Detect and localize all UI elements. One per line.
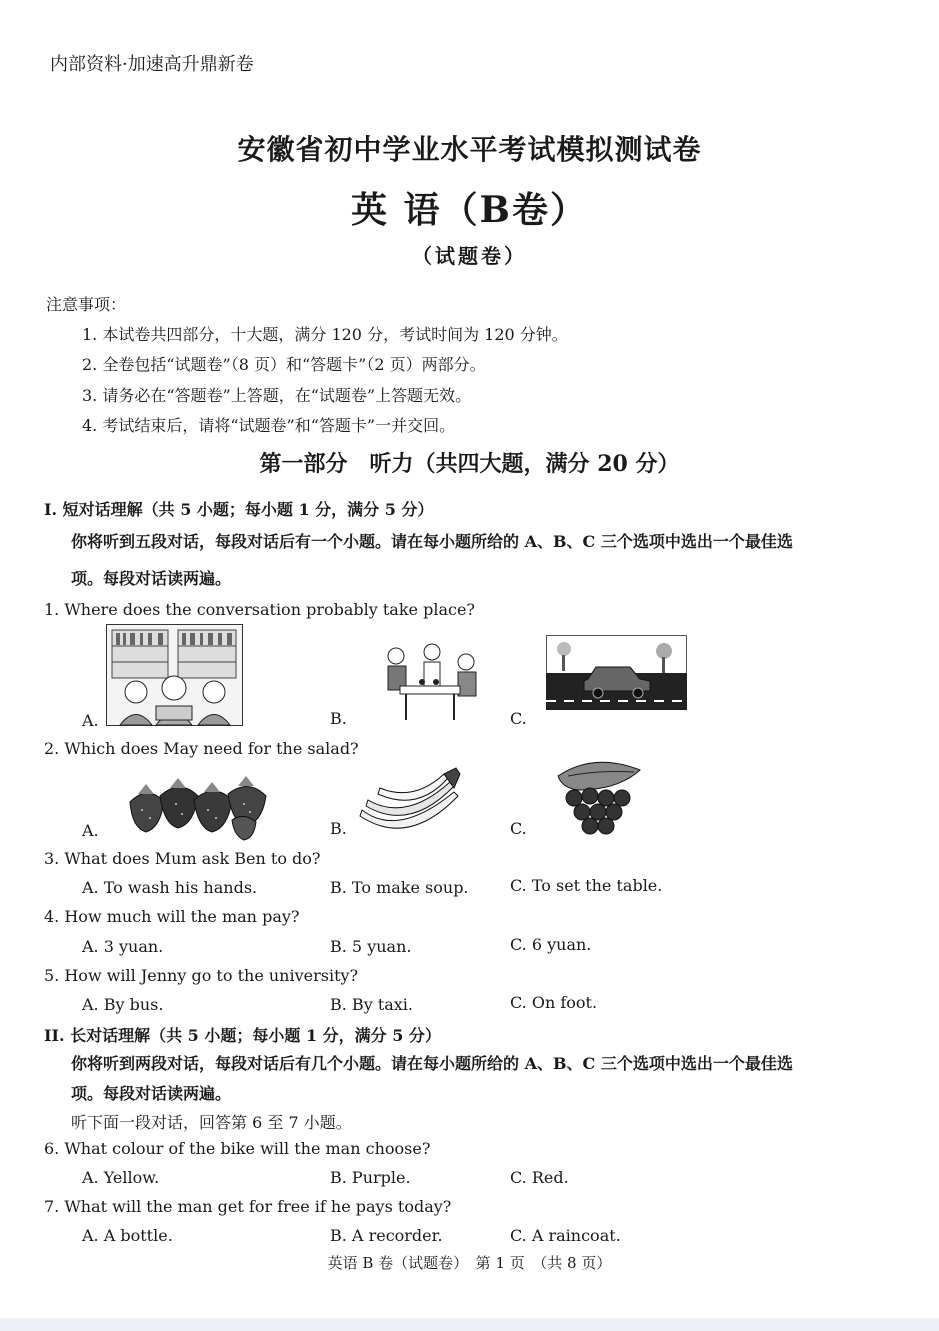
grapes-picture — [548, 756, 644, 838]
option-text: A. Yellow. — [82, 1168, 160, 1187]
part-title: 第一部分 听力（共四大题，满分 20 分） — [259, 451, 680, 477]
option-text: A. To wash his hands. — [82, 878, 258, 897]
notice-item: 2. 全卷包括“试题卷”（8 页）和“答题卡”（2 页）两部分。 — [82, 355, 486, 374]
exam-title: 安徽省初中学业水平考试模拟测试卷 — [237, 133, 702, 166]
strawberries-picture — [120, 772, 276, 842]
option-text: C. On foot. — [510, 993, 598, 1012]
section-heading: I. 短对话理解（共 5 小题；每小题 1 分，满分 5 分） — [44, 500, 434, 519]
section-instruction: 你将听到两段对话，每段对话后有几个小题。请在每小题所给的 A、B、C 三个选项中选出一个最佳选 — [71, 1054, 793, 1073]
notice-item: 4. 考试结束后，请将“试题卷”和“答题卡”一并交回。 — [82, 416, 456, 435]
question-stem: 5. How will Jenny go to the university? — [44, 966, 359, 985]
option-label: C. — [510, 709, 527, 728]
bananas-picture — [358, 766, 464, 840]
option-text: B. By taxi. — [330, 995, 414, 1014]
restaurant-picture — [380, 640, 482, 722]
option-text: C. To set the table. — [510, 876, 663, 895]
option-label: C. — [510, 819, 527, 838]
section-instruction: 项。每段对话读两遍。 — [71, 1084, 232, 1103]
option-text: C. A raincoat. — [510, 1226, 621, 1245]
section-heading: II. 长对话理解（共 5 小题；每小题 1 分，满分 5 分） — [44, 1026, 441, 1045]
question-stem: 4. How much will the man pay? — [44, 907, 300, 926]
option-text: B. Purple. — [330, 1168, 411, 1187]
question-stem: 6. What colour of the bike will the man choose? — [44, 1139, 431, 1158]
road-car-picture — [546, 635, 687, 710]
section-instruction: 项。每段对话读两遍。 — [71, 569, 232, 588]
option-label: B. — [330, 709, 347, 728]
listening-lead: 听下面一段对话，回答第 6 至 7 小题。 — [71, 1113, 352, 1132]
notice-item: 3. 请务必在“答题卷”上答题，在“试题卷”上答题无效。 — [82, 386, 472, 405]
bottom-band — [0, 1318, 939, 1331]
question-stem: 7. What will the man get for free if he pays today? — [44, 1197, 452, 1216]
option-label: A. — [82, 711, 99, 730]
page-footer: 英语 B 卷（试题卷） 第 1 页 （共 8 页） — [327, 1254, 612, 1272]
question-stem: 1. Where does the conversation probably take place? — [44, 600, 475, 619]
option-label: B. — [330, 819, 347, 838]
question-stem: 2. Which does May need for the salad? — [44, 739, 359, 758]
library-picture — [106, 624, 243, 726]
option-text: A. By bus. — [82, 995, 164, 1014]
header-tag: 内部资料·加速高升鼎新卷 — [50, 54, 254, 75]
notice-heading: 注意事项： — [46, 295, 127, 314]
option-text: B. A recorder. — [330, 1226, 443, 1245]
option-label: A. — [82, 821, 99, 840]
notice-item: 1. 本试卷共四部分，十大题，满分 120 分，考试时间为 120 分钟。 — [82, 325, 568, 344]
option-text: B. To make soup. — [330, 878, 469, 897]
subject-title: 英 语（B卷） — [351, 189, 588, 231]
section-instruction: 你将听到五段对话，每段对话后有一个小题。请在每小题所给的 A、B、C 三个选项中选出一个最佳选 — [71, 532, 793, 551]
option-text: A. 3 yuan. — [82, 937, 164, 956]
option-text: C. Red. — [510, 1168, 569, 1187]
option-text: C. 6 yuan. — [510, 935, 592, 954]
paper-type: （试题卷） — [412, 244, 527, 268]
option-text: B. 5 yuan. — [330, 937, 412, 956]
question-stem: 3. What does Mum ask Ben to do? — [44, 849, 321, 868]
option-text: A. A bottle. — [82, 1226, 173, 1245]
